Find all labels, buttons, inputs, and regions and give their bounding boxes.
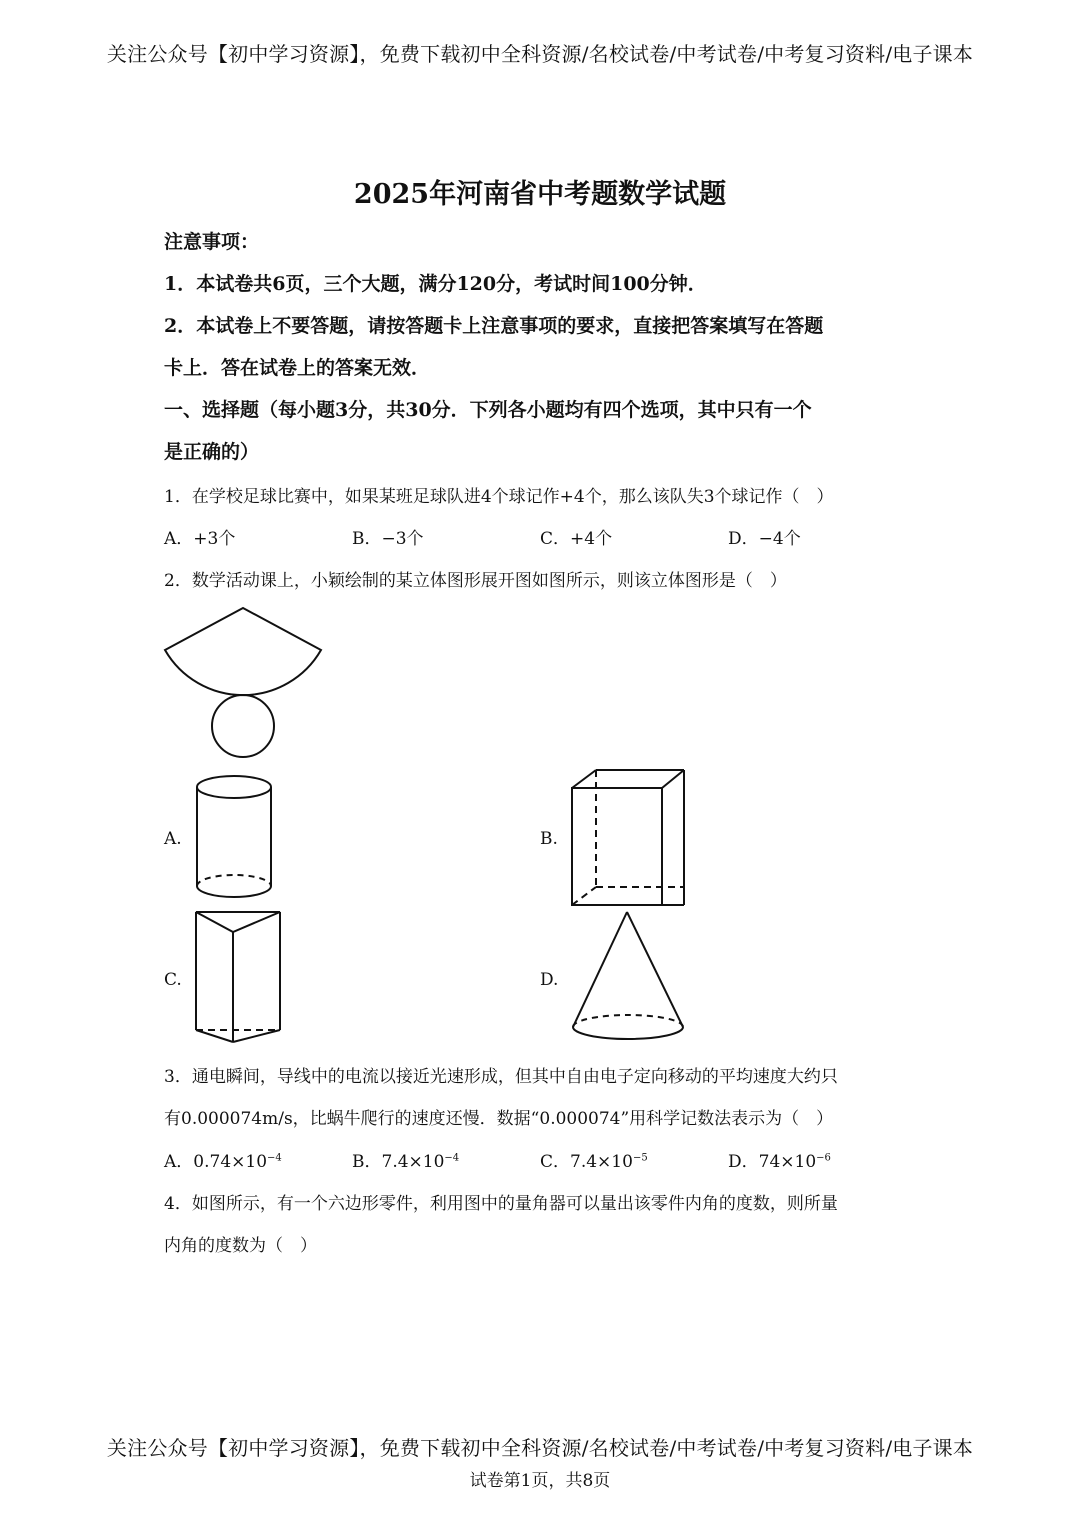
- q2-label-b: B.: [540, 829, 558, 849]
- q3-line-2: 有0.000074m/s，比蜗牛爬行的速度还慢．数据“0.000074”用科学记数法表示为（ ）: [164, 1109, 834, 1129]
- q2-label-c: C.: [164, 970, 182, 990]
- triangular-prism-figure: [190, 906, 290, 1046]
- q3-option-d: D．$74\times 10^{-6}$: [728, 1152, 831, 1172]
- header-banner: 关注公众号【初中学习资源】，免费下载初中全科资源/名校试卷/中考试卷/中考复习资料/电子课本: [106, 42, 974, 66]
- q2-label-d: D.: [540, 970, 559, 990]
- notice-heading: 注意事项：: [164, 231, 260, 253]
- q1-stem: 1．在学校足球比赛中，如果某班足球队进4个球记作+4个，那么该队失3个球记作（ ）: [164, 487, 834, 507]
- q1-option-d: D．−4个: [728, 529, 801, 549]
- notice-item-1: 1．本试卷共6页，三个大题，满分120分，考试时间100分钟．: [164, 273, 707, 295]
- notice-item-2-line-2: 卡上．答在试卷上的答案无效．: [164, 357, 431, 379]
- net-figure: [160, 602, 330, 762]
- q3-line-1: 3．通电瞬间，导线中的电流以接近光速形成，但其中自由电子定向移动的平均速度大约只: [164, 1067, 838, 1087]
- page-number: 试卷第1页，共8页: [469, 1471, 611, 1491]
- q1-option-a: A．+3个: [164, 529, 236, 549]
- q4-line-1: 4．如图所示，有一个六边形零件，利用图中的量角器可以量出该零件内角的度数，则所量: [164, 1194, 838, 1214]
- q2-stem: 2．数学活动课上，小颖绘制的某立体图形展开图如图所示，则该立体图形是（ ）: [164, 571, 787, 591]
- q3-option-c: C．$7.4\times 10^{-5}$: [540, 1152, 648, 1172]
- q1-option-c: C．+4个: [540, 529, 613, 549]
- q4-line-2: 内角的度数为（ ）: [164, 1236, 317, 1256]
- q2-label-a: A.: [164, 829, 182, 849]
- cylinder-figure: [190, 772, 280, 902]
- page-title: 2025年河南省中考题数学试题: [353, 179, 727, 210]
- notice-item-2-line-1: 2．本试卷上不要答题，请按答题卡上注意事项的要求，直接把答案填写在答题: [164, 315, 824, 337]
- q1-option-b: B．−3个: [352, 529, 424, 549]
- q3-option-b: B．$7.4\times 10^{-4}$: [352, 1152, 460, 1172]
- footer-banner: 关注公众号【初中学习资源】，免费下载初中全科资源/名校试卷/中考试卷/中考复习资料/电子课本: [106, 1436, 974, 1460]
- cone-figure: [566, 906, 691, 1046]
- q3-option-a: A．$0.74\times 10^{-4}$: [164, 1152, 282, 1172]
- cuboid-figure: [566, 764, 691, 909]
- section1-line-2: 是正确的）: [164, 441, 260, 463]
- section1-line-1: 一、选择题（每小题3分，共30分．下列各小题均有四个选项，其中只有一个: [164, 399, 812, 421]
